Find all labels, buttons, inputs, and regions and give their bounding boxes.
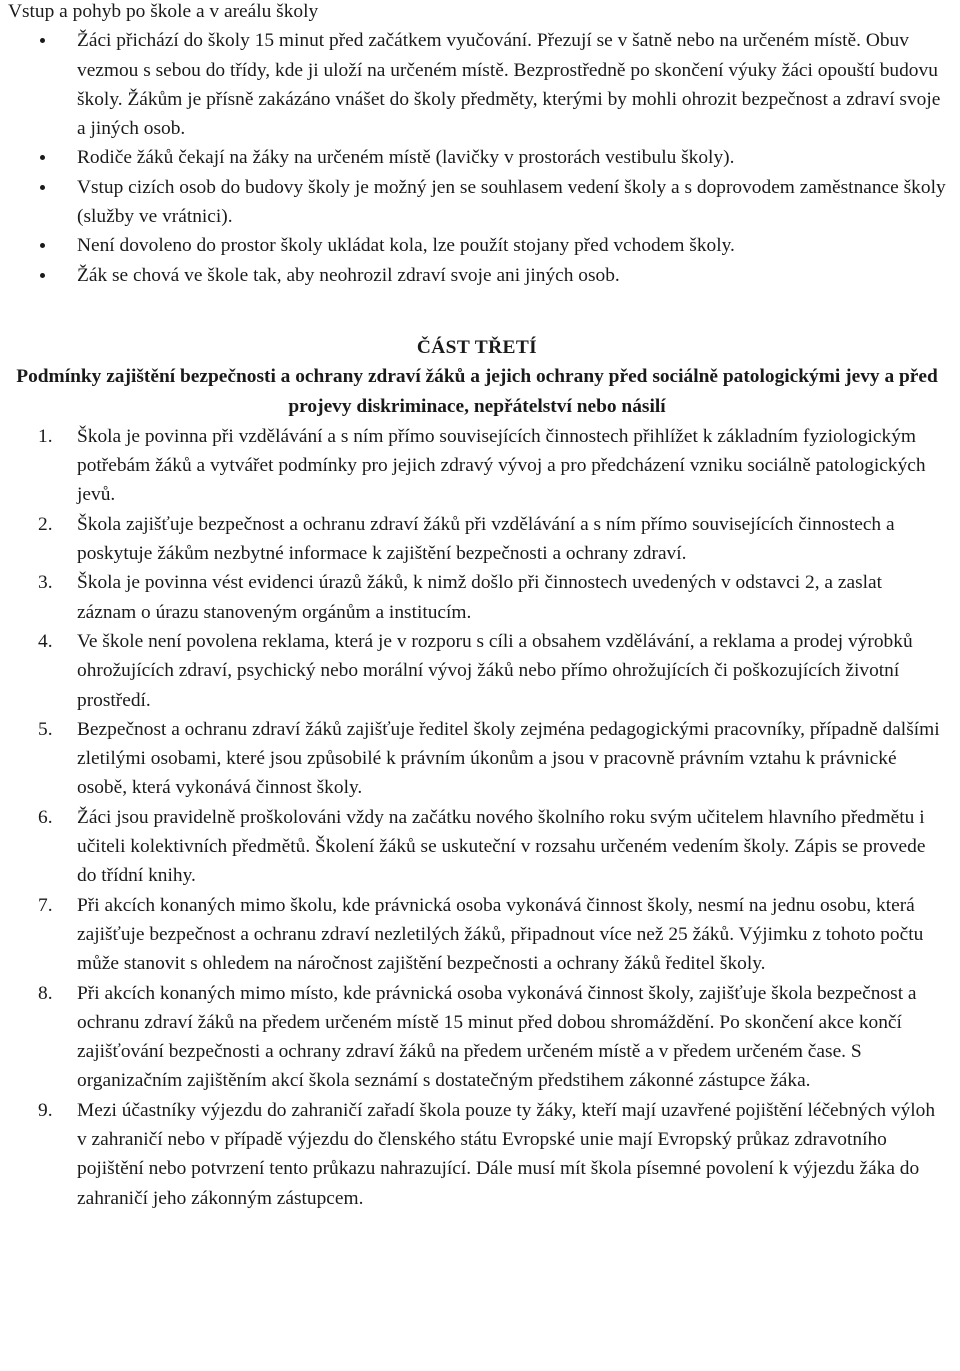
numbered-item bbox=[8, 627, 946, 715]
bullet-item: Žáci přichází do školy 15 minut před začátkem vyučování. Přezují se v šatně nebo na určeném místě. Obuv vezmou s sebou do třídy, kde ji uloží na určeném místě. Bezprostředně po skončení výuky žáci opouští budovu školy. Žákům je přísně zakázáno vnášet do školy předměty, kterými by mohli ohrozit bezpečnost a zdraví svoje a jiných osob. bbox=[8, 26, 946, 143]
item-text: Bezpečnost a ochranu zdraví žáků zajišťuje ředitel školy zejména pedagogickými pracovníky, případně dalšími zletilými osobami, které jsou způsobilé k právním úkonům a jsou v pracovně právním vztahu k právnické osobě, která vykonává činnost školy. bbox=[77, 718, 940, 799]
numbered-item bbox=[8, 979, 946, 1096]
item-number: 1. bbox=[38, 425, 53, 447]
part-title: ČÁST TŘETÍ bbox=[416, 336, 538, 358]
part-subtitle: Podmínky zajištění bezpečnosti a ochrany zdraví žáků a jejich ochrany před sociálně patologickými jevy a před projevy diskriminace, nepřátelství nebo násilí bbox=[16, 366, 938, 417]
numbered-item bbox=[8, 715, 946, 803]
numbered-item bbox=[8, 803, 946, 891]
item-text: Ve škole není povolena reklama, která je v rozporu s cíli a obsahem vzdělávání, a reklama a prodej výrobků ohrožujících zdraví, psychický nebo morální vývoj žáků nebo přímo ohrožujících či poškozujících životní prostředí. bbox=[77, 630, 913, 711]
rules-bullet-list bbox=[8, 26, 946, 290]
item-text: Žáci jsou pravidelně proškolováni vždy na začátku nového školního roku svým učitelem hlavního předmětu i učiteli kolektivních předmětů. Školení žáků se uskuteční v rozsahu určeném vedením školy. Zápis se provede do třídní knihy. bbox=[77, 806, 926, 887]
numbered-item bbox=[8, 422, 946, 510]
numbered-item bbox=[8, 891, 946, 979]
item-number: 4. bbox=[38, 630, 53, 652]
item-number: 5. bbox=[38, 718, 53, 740]
numbered-item bbox=[8, 510, 946, 569]
bullet-item: Rodiče žáků čekají na žáky na určeném místě (lavičky v prostorách vestibulu školy). bbox=[8, 143, 946, 172]
item-text: Škola zajišťuje bezpečnost a ochranu zdraví žáků při vzdělávání a s ním přímo souvisejících činnostech a poskytuje žákům nezbytné informace k zajištění bezpečnosti a ochrany zdraví. bbox=[77, 513, 895, 565]
item-number: 2. bbox=[38, 513, 53, 535]
numbered-item bbox=[8, 1096, 946, 1213]
numbered-list bbox=[8, 422, 946, 1213]
item-text: Při akcích konaných mimo místo, kde právnická osoba vykonává činnost školy, zajišťuje škola bezpečnost a ochranu zdraví žáků na předem určeném místě 15 minut před dobou shromáždění. Po skončení akce končí zajišťování bezpečnosti a ochrany zdraví žáků na předem určeném místě a v předem určeném čase. S organizačním zajištěním akcí škola seznámí s dostatečným předstihem zákonné zástupce žáka. bbox=[77, 982, 917, 1092]
item-text: Mezi účastníky výjezdu do zahraničí zařadí škola pouze ty žáky, kteří mají uzavřené pojištění léčebných výloh v zahraničí nebo v případě výjezdu do členského státu Evropské unie mají Evropský průkaz zdravotního pojištění nebo potvrzení tento průkazu nahrazující. Dále musí mít škola písemné povolení k výjezdu žáka do zahraničí jeho zákonným zástupcem. bbox=[77, 1099, 936, 1209]
item-number: 3. bbox=[38, 572, 53, 594]
bullet-item: Vstup cizích osob do budovy školy je možný jen se souhlasem vedení školy a s doprovodem zaměstnance školy (služby ve vrátnici). bbox=[8, 173, 946, 232]
item-text: Škola je povinna vést evidenci úrazů žáků, k nimž došlo při činnostech uvedených v odstavci 2, a zaslat záznam o úrazu stanoveným orgánům a institucím. bbox=[77, 572, 883, 623]
item-text: Škola je povinna při vzdělávání a s ním přímo souvisejících činnostech přihlížet k základním fyziologickým potřebám žáků a vytvářet podmínky pro jejich zdravý vývoj a pro předcházení vzniku sociálně patologických jevů. bbox=[77, 425, 926, 506]
item-number: 9. bbox=[38, 1099, 53, 1121]
item-number: 6. bbox=[38, 806, 53, 828]
bullet-item: Není dovoleno do prostor školy ukládat kola, lze použít stojany před vchodem školy. bbox=[8, 231, 946, 260]
numbered-item bbox=[8, 568, 946, 627]
section-heading: Vstup a pohyb po škole a v areálu školy bbox=[8, 1, 319, 22]
item-number: 7. bbox=[38, 894, 53, 916]
item-text: Při akcích konaných mimo školu, kde právnická osoba vykonává činnost školy, nesmí na jednu osobu, která zajišťuje bezpečnost a ochranu zdraví nezletilých žáků, připadnout více než 25 žáků. Výjimku z tohoto počtu může stanovit s ohledem na náročnost zajištění bezpečnosti a ochrany žáků ředitel školy. bbox=[77, 894, 924, 975]
item-number: 8. bbox=[38, 982, 53, 1004]
bullet-item: Žák se chová ve škole tak, aby neohrozil zdraví svoje ani jiných osob. bbox=[8, 261, 946, 290]
